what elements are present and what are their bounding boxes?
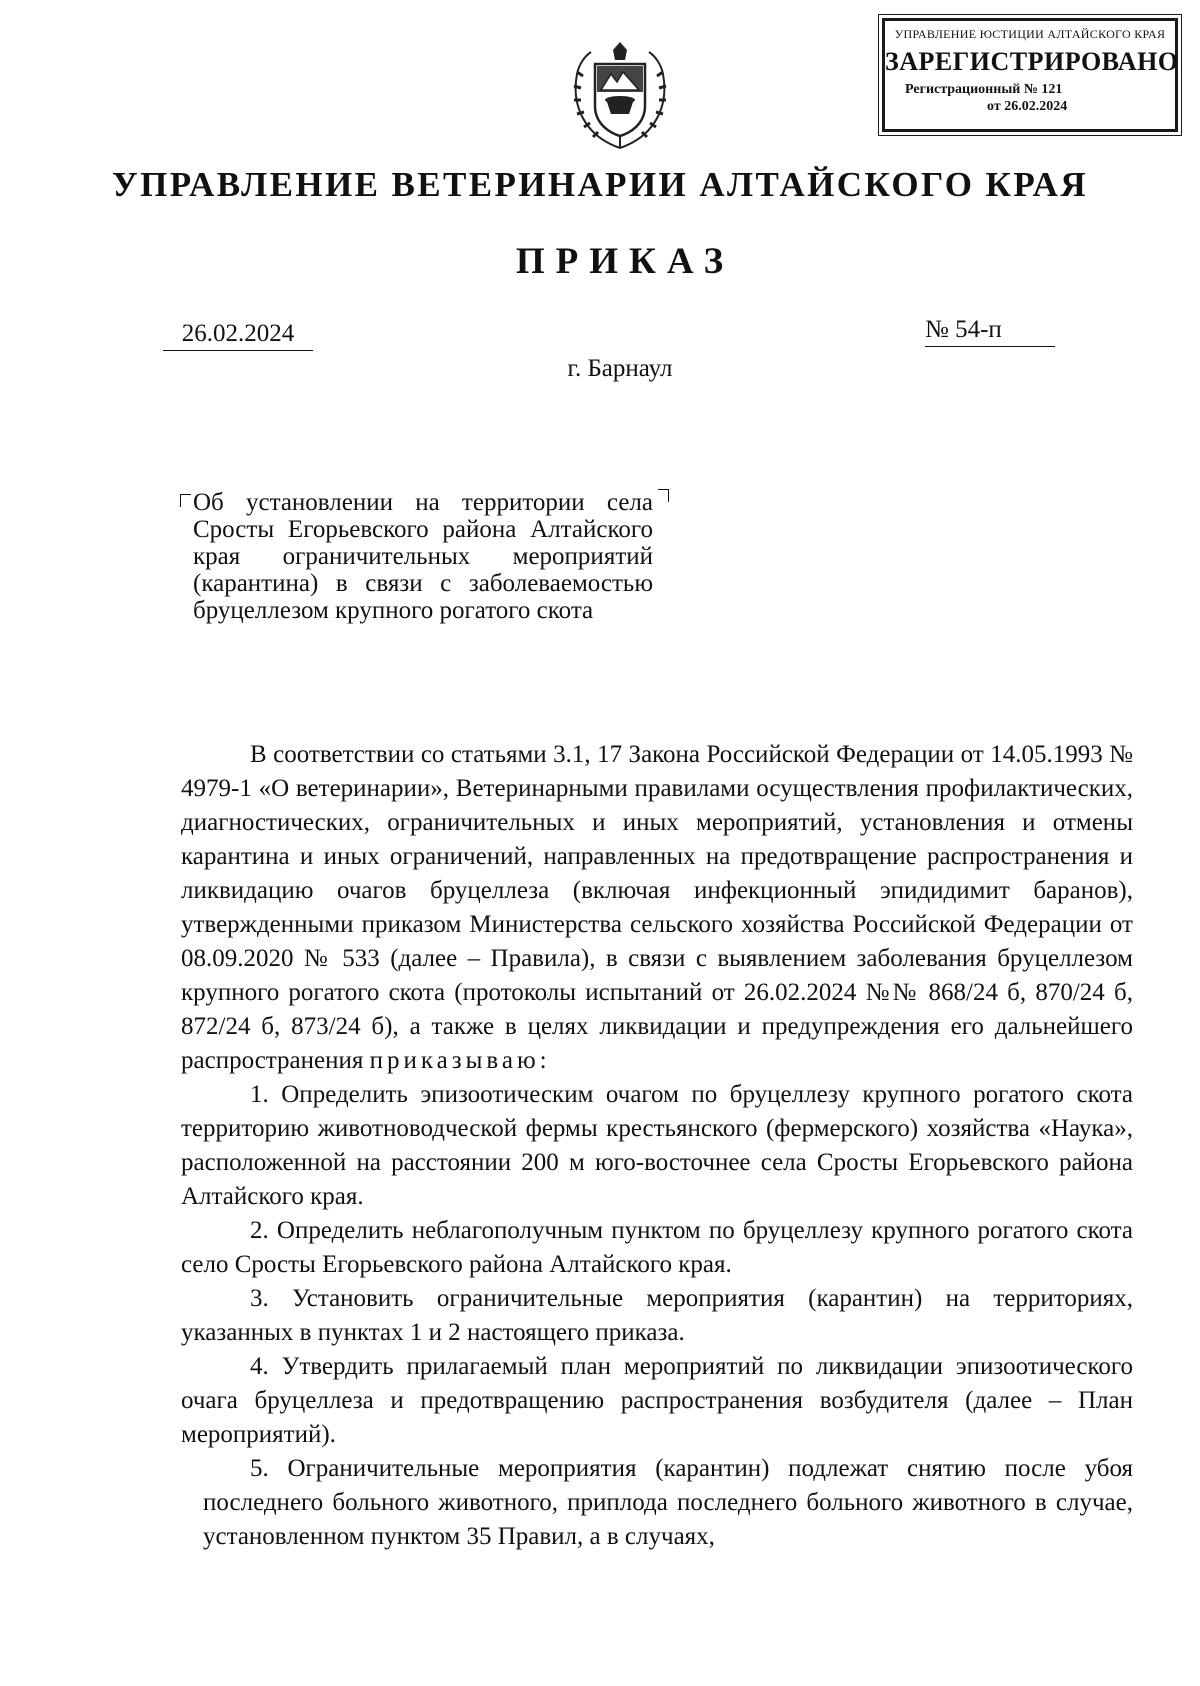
organization-title: УПРАВЛЕНИЕ ВЕТЕРИНАРИИ АЛТАЙСКОГО КРАЯ (112, 165, 1088, 204)
document-city: г. Барнаул (567, 355, 673, 382)
document-number: № 54-п (925, 316, 1055, 347)
preamble-paragraph (181, 738, 1133, 1078)
subject-bracket-left (180, 494, 191, 507)
document-date: 26.02.2024 (163, 320, 313, 351)
document-type: ПРИКАЗ (515, 241, 735, 282)
preamble-text: В соответствии со статьями 3.1, 17 Закона Российской Федерации от 14.05.1993 № 4979-1 «О ветеринарии», Ветеринарными правилами осуществления профилактических, диагностических, ограничительных и иных мероприятий, установления и отмены карантина и иных ограничений, направленных на предотвращение распространения и ликвидацию очагов бруцеллеза (включая инфекционный эпидидимит баранов), утвержденными приказом Министерства сельского хозяйства Российской Федерации от 08.09.2020 № 533 (далее – Правила), в связи с выявлением заболевания бруцеллезом крупного рогатого скота (протоколы испытаний от 26.02.2024 №№ 868/24 б, 870/24 б, 872/24 б, 873/24 б), а также в целях ликвидации и предупреждения его дальнейшего распространения (181, 741, 1133, 1074)
stamp-registration (885, 81, 1175, 115)
subject-bracket-right (658, 489, 669, 502)
document-body (181, 738, 1133, 1554)
order-item-4: 4. Утвердить прилагаемый план мероприятий по ликвидации эпизоотического очага бруцеллеза и предотвращению распространения возбудителя (далее – План мероприятий). (181, 1353, 1133, 1448)
stamp-status: ЗАРЕГИСТРИРОВАНО (885, 47, 1179, 76)
document-subject: Об установлении на территории села Сросты Егорьевского района Алтайского края ограничительных мероприятий (карантина) в связи с заболеваемостью бруцеллезом крупного рогатого скота (193, 489, 653, 624)
order-item-1: 1. Определить эпизоотическим очагом по бруцеллезу крупного рогатого скота территорию животноводческой фермы крестьянского (фермерского) хозяйства «Наука», расположенной на расстоянии 200 м юго-восточнее села Сросты Егорьевского района Алтайского края. (181, 1081, 1133, 1210)
order-item-5: 5. Ограничительные мероприятия (карантин) подлежат снятию после убоя последнего больного животного, приплода последнего больного животного в случае, установленном пунктом 35 Правил, а в случаях, (203, 1455, 1133, 1550)
order-item-3: 3. Установить ограничительные мероприятия (карантин) на территориях, указанных в пунктах 1 и 2 настоящего приказа. (181, 1285, 1133, 1346)
stamp-registration-date: от 26.02.2024 (987, 99, 1068, 114)
altai-krai-coat-of-arms-icon (565, 36, 675, 156)
stamp-department: УПРАВЛЕНИЕ ЮСТИЦИИ АЛТАЙСКОГО КРАЯ (894, 27, 1166, 41)
order-word: приказываю: (369, 1047, 551, 1074)
registration-stamp (882, 18, 1178, 132)
order-item-2: 2. Определить неблагополучным пунктом по бруцеллезу крупного рогатого скота село Сросты Егорьевского района Алтайского края. (181, 1217, 1133, 1278)
stamp-registration-number: Регистрационный № 121 (905, 82, 1063, 97)
